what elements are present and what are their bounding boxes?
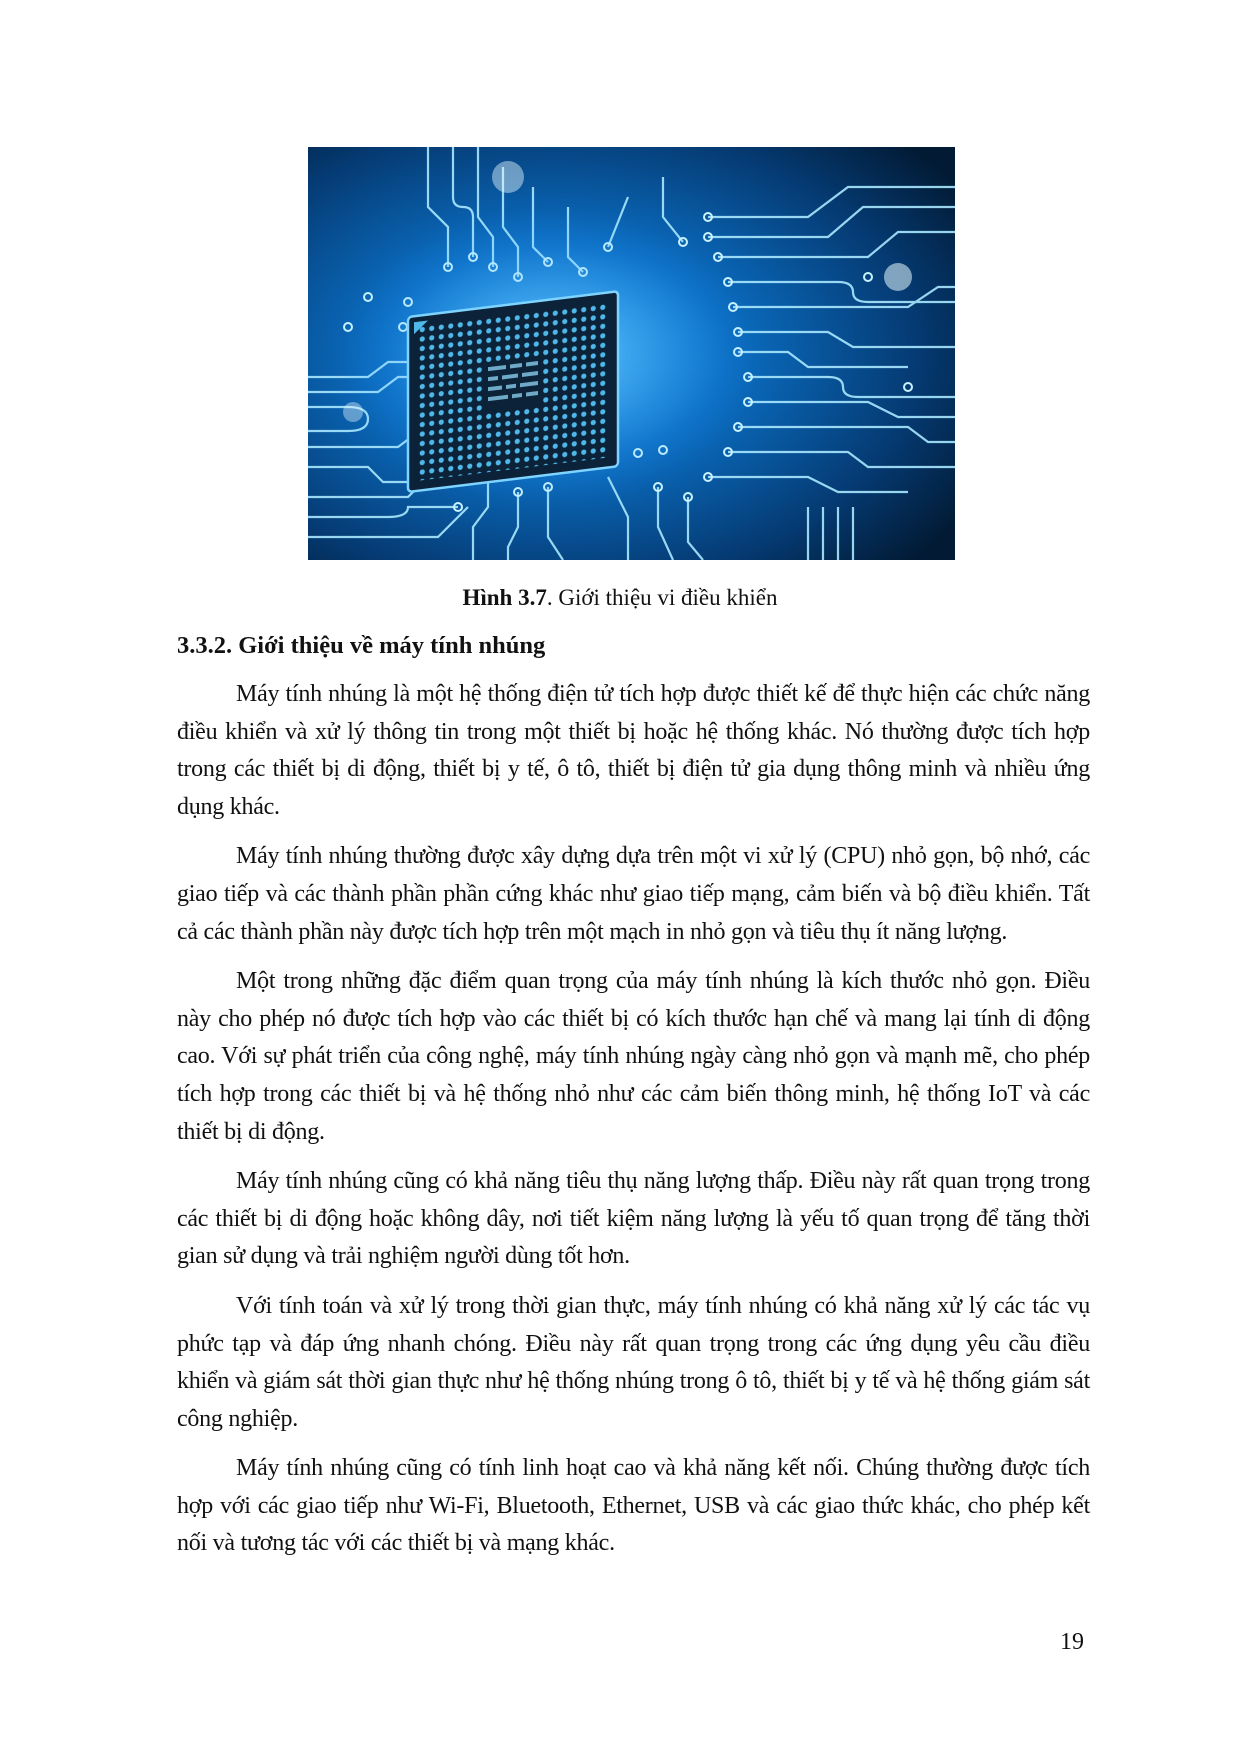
section-heading: 3.3.2. Giới thiệu về máy tính nhúng [177, 632, 546, 659]
figure-caption [0, 584, 1240, 612]
figure-image-microcontroller [308, 147, 955, 560]
figure-caption-label: Hình 3.7 [462, 585, 547, 610]
circuit-board-illustration [308, 147, 955, 560]
paragraph: Máy tính nhúng là một hệ thống điện tử tích hợp được thiết kế để thực hiện các chức năng điều khiển và xử lý thông tin trong một thiết bị hoặc hệ thống khác. Nó thường được tích hợp trong các thiết bị di động, thiết bị y tế, ô tô, thiết bị điện tử gia dụng thông minh và nhiều ứng dụng khác. [177, 681, 1090, 820]
paragraph: Với tính toán và xử lý trong thời gian thực, máy tính nhúng có khả năng xử lý các tác vụ phức tạp và đáp ứng nhanh chóng. Điều này rất quan trọng trong các ứng dụng yêu cầu điều khiển và giám sát thời gian thực như hệ thống nhúng trong ô tô, thiết bị y tế và hệ thống giám sát công nghiệp. [177, 1292, 1090, 1432]
page-number: 19 [1060, 1629, 1084, 1655]
paragraph: Máy tính nhúng thường được xây dựng dựa trên một vi xử lý (CPU) nhỏ gọn, bộ nhớ, các giao tiếp và các thành phần phần cứng khác như giao tiếp mạng, cảm biến và bộ điều khiển. Tất cả các thành phần này được tích hợp trên một mạch in nhỏ gọn và tiêu thụ ít năng lượng. [177, 843, 1090, 945]
paragraph: Máy tính nhúng cũng có khả năng tiêu thụ năng lượng thấp. Điều này rất quan trọng trong các thiết bị di động hoặc không dây, nơi tiết kiệm năng lượng là yếu tố quan trọng để tăng thời gian sử dụng và trải nghiệm người dùng tốt hơn. [177, 1168, 1090, 1270]
section-body [177, 676, 1090, 1575]
paragraph: Máy tính nhúng cũng có tính linh hoạt cao và khả năng kết nối. Chúng thường được tích hợp với các giao tiếp như Wi-Fi, Bluetooth, Ethernet, USB và các giao thức khác, cho phép kết nối và tương tác với các thiết bị và mạng khác. [177, 1455, 1090, 1557]
figure-caption-text: . Giới thiệu vi điều khiển [546, 585, 778, 610]
paragraph: Một trong những đặc điểm quan trọng của máy tính nhúng là kích thước nhỏ gọn. Điều này cho phép nó được tích hợp vào các thiết bị có kích thước hạn chế và mang lại tính di động cao. Với sự phát triển của công nghệ, máy tính nhúng ngày càng nhỏ gọn và mạnh mẽ, cho phép tích hợp trong các thiết bị và hệ thống nhỏ như các cảm biến thông minh, hệ thống IoT và các thiết bị di động. [177, 968, 1090, 1145]
